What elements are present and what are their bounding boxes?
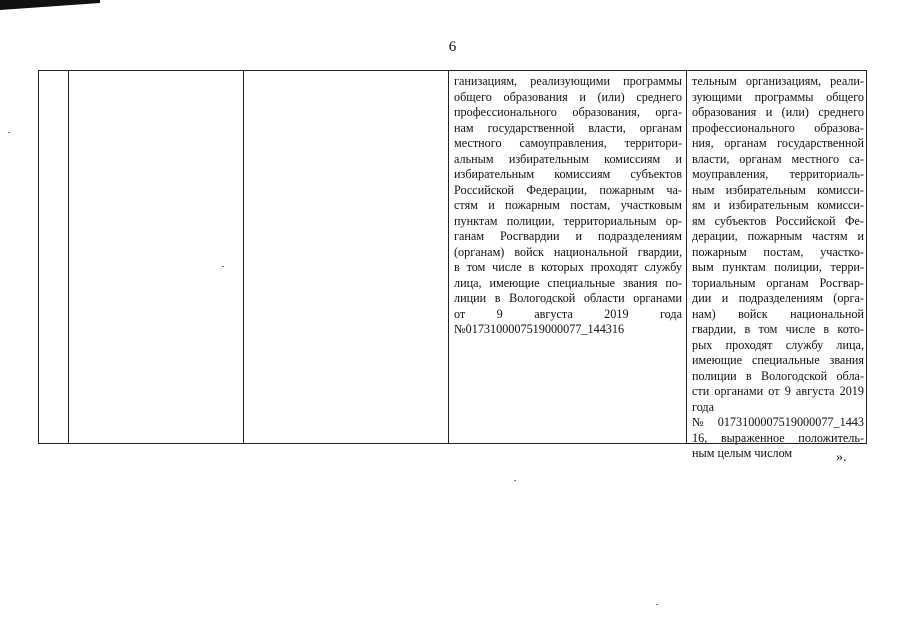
page-number: 6 bbox=[448, 39, 457, 55]
scan-speck bbox=[514, 480, 516, 481]
scan-speck bbox=[656, 604, 658, 605]
text-line: дии и подразделениям (орга- bbox=[692, 291, 864, 305]
text-line: имеющие специальные звания bbox=[692, 353, 864, 367]
closing-quote: ». bbox=[836, 450, 847, 465]
text-line: профессионального образова- bbox=[692, 120, 864, 135]
text-line: ным избирательным комисси- bbox=[692, 182, 864, 197]
text-line: лиции в Вологодской области органами bbox=[454, 291, 682, 305]
text-line: образования и (или) среднего bbox=[692, 105, 864, 119]
table-cell-new-wording bbox=[692, 74, 864, 462]
text-line: местного самоуправления, территори- bbox=[454, 136, 682, 150]
column-divider bbox=[686, 71, 687, 443]
text-line: рых проходят службу лица, bbox=[692, 337, 864, 352]
column-divider bbox=[68, 71, 69, 443]
text-line: альным избирательным комиссиям и bbox=[454, 151, 682, 166]
text-line: вым пунктам полиции, терри- bbox=[692, 260, 864, 274]
column-divider bbox=[448, 71, 449, 443]
text-line: лица, имеющие специальные звания по- bbox=[454, 275, 682, 290]
text-line: нам государственной власти, органам bbox=[454, 120, 682, 135]
text-line: ния, органам государственной bbox=[692, 136, 864, 150]
text-line: ям и избирательным комисси- bbox=[692, 198, 864, 212]
text-line: ям субъектов Российской Фе- bbox=[692, 213, 864, 228]
text-line: ганам Росгвардии и подразделениям bbox=[454, 229, 682, 243]
scan-artifact bbox=[0, 0, 100, 10]
text-line: стям и пожарным постам, участковым bbox=[454, 198, 682, 212]
text-line: 16, выраженное положитель- bbox=[692, 430, 864, 445]
scan-speck bbox=[8, 132, 10, 133]
text-line: в том числе в которых проходят службу bbox=[454, 260, 682, 274]
text-line: зующими программы общего bbox=[692, 89, 864, 104]
text-line: ториальным органам Росгвар- bbox=[692, 275, 864, 290]
table-cell-current-wording bbox=[454, 74, 682, 338]
text-line: Российской Федерации, пожарным ча- bbox=[454, 182, 682, 197]
text-line: профессионального образования, орга- bbox=[454, 105, 682, 119]
text-line: года bbox=[692, 399, 715, 414]
text-line: дерации, пожарным частям и bbox=[692, 229, 864, 243]
text-line: моуправления, территориаль- bbox=[692, 167, 864, 181]
text-line: нам) войск национальной bbox=[692, 306, 864, 321]
scan-speck bbox=[222, 266, 224, 267]
text-line: (органам) войск национальной гвардии, bbox=[454, 244, 682, 259]
text-line: пожарным постам, участко- bbox=[692, 244, 864, 259]
text-line: ным целым числом bbox=[692, 446, 793, 460]
amendment-table bbox=[38, 70, 867, 460]
text-line: от 9 августа 2019 года bbox=[454, 306, 682, 321]
text-line: власти, органам местного са- bbox=[692, 151, 864, 166]
text-line: избирательным комиссиям субъектов bbox=[454, 167, 682, 181]
column-divider bbox=[243, 71, 244, 443]
text-line: №0173100007519000077_144316 bbox=[454, 322, 625, 336]
text-line: ганизациям, реализующими программы bbox=[454, 74, 682, 88]
text-line: общего образования и (или) среднего bbox=[454, 89, 682, 104]
text-line: гвардии, в том числе в кото- bbox=[692, 322, 864, 336]
text-line: сти органами от 9 августа 2019 bbox=[692, 384, 864, 398]
text-line: №0173100007519000077_1443 bbox=[692, 415, 864, 429]
text-line: полиции в Вологодской обла- bbox=[692, 368, 864, 383]
text-line: пунктам полиции, территориальным ор- bbox=[454, 213, 682, 228]
text-line: тельным организациям, реали- bbox=[692, 74, 864, 88]
